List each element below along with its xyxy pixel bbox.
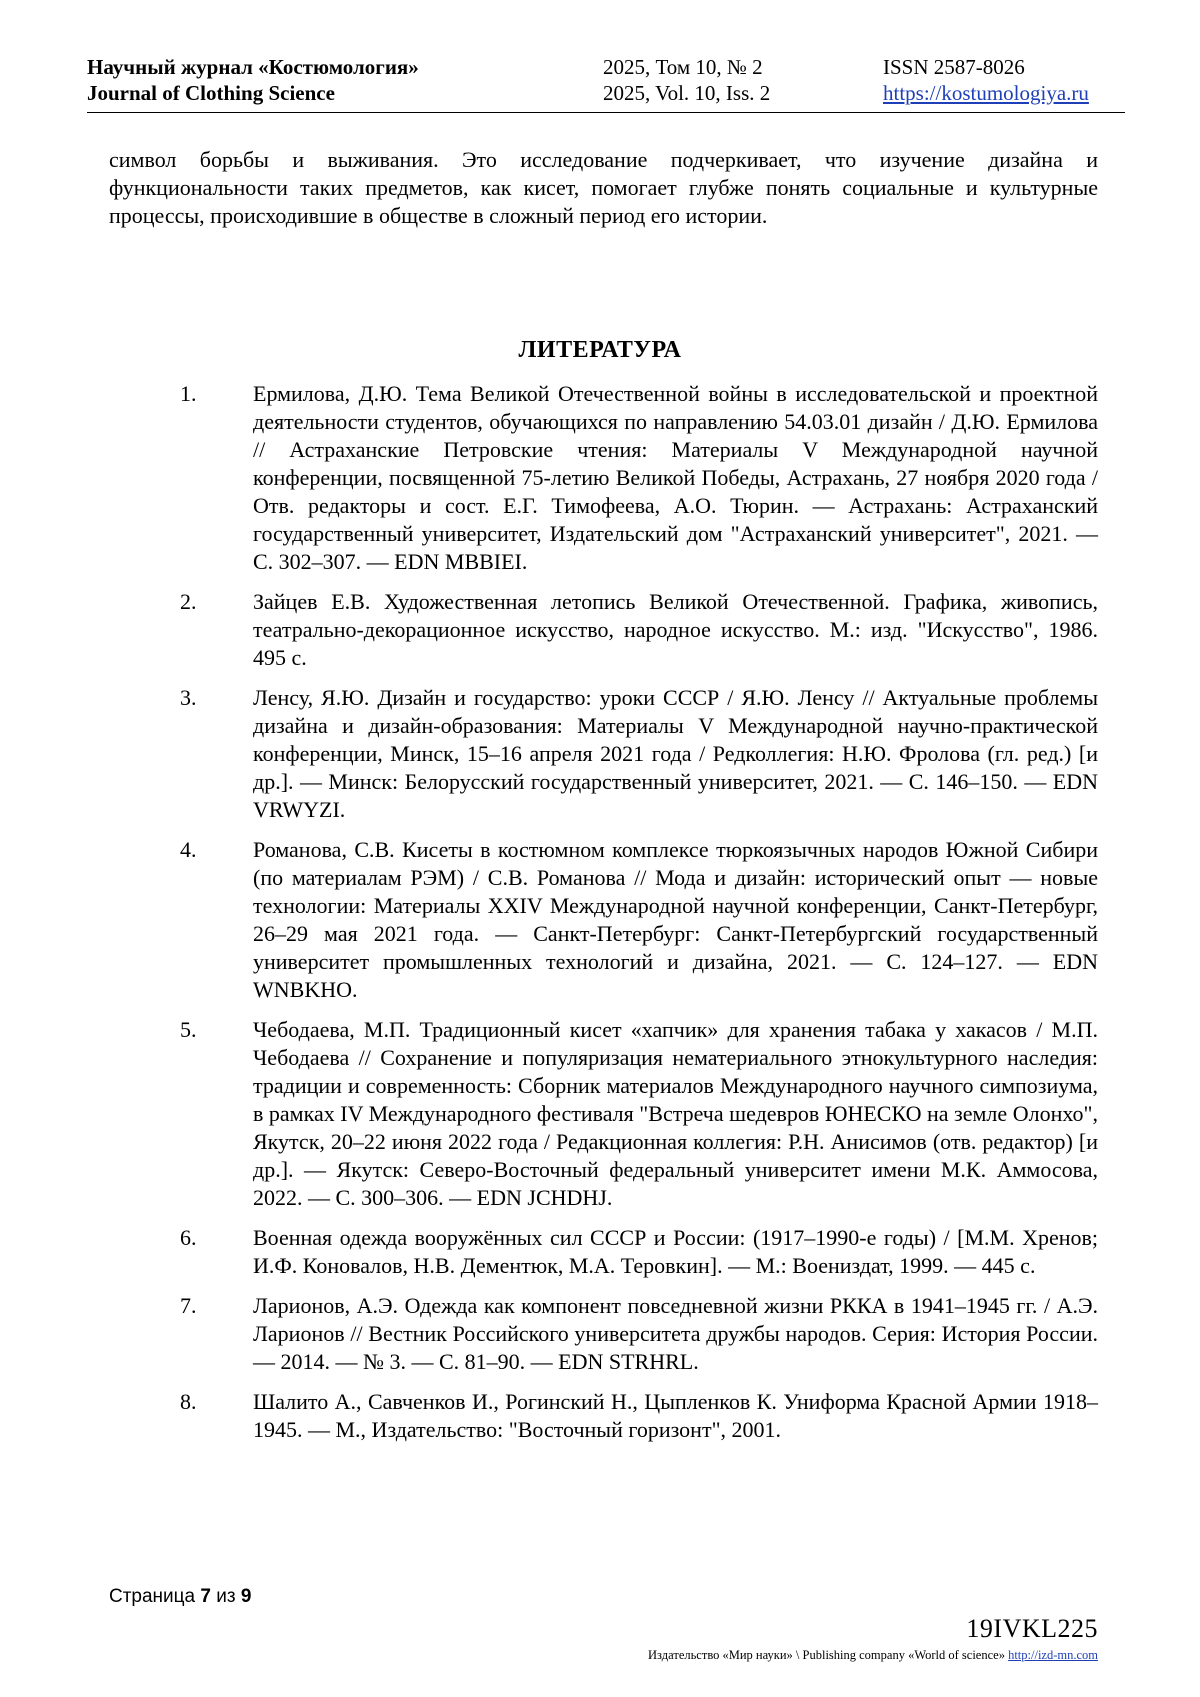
publisher-text: Издательство «Мир науки» \ Publishing company «World of science» <box>648 1648 1005 1662</box>
journal-title-ru: Научный журнал «Костюмология» <box>87 55 419 79</box>
reference-item <box>180 836 1098 1004</box>
reference-item <box>180 588 1098 672</box>
reference-text: Шалито А., Савченков И., Рогинский Н., Цыпленков К. Униформа Красной Армии 1918–1945. — М., Издательство: "Восточный горизонт", 2001. <box>253 1389 1098 1442</box>
reference-number: 5. <box>180 1017 197 1042</box>
reference-text: Чебодаева, М.П. Традиционный кисет «хапчик» для хранения табака у хакасов / М.П. Чебодаева // Сохранение и популяризация нематериального этнокультурного наследия: традиции и современность: Сборник материалов Международного научного симпозиума, в рамках IV Международного фестиваля "Встреча шедевров ЮНЕСКО на земле Олонхо", Якутск, 20–22 июня 2022 года / Редакционная коллегия: Р.Н. Анисимов (отв. редактор) [и др.]. — Якутск: Северо-Восточный федеральный университет имени М.К. Аммосова, 2022. — С. 300–306. — EDN JCHDHJ. <box>253 1017 1098 1210</box>
reference-item <box>180 1016 1098 1212</box>
reference-text: Ленсу, Я.Ю. Дизайн и государство: уроки СССР / Я.Ю. Ленсу // Актуальные проблемы дизайна и дизайн-образования: Материалы V Международной научно-практической конференции, Минск, 15–16 апреля 2021 года / Редколлегия: Н.Ю. Фролова (гл. ред.) [и др.]. — Минск: Белорусский государственный университет, 2021. — С. 146–150. — EDN VRWYZI. <box>253 685 1098 822</box>
intro-text: символ борьбы и выживания. Это исследование подчеркивает, что изучение дизайна и функциональности таких предметов, как кисет, помогает глубже понять социальные и культурные процессы, происходившие в обществе в сложный период его истории. <box>109 147 1098 228</box>
reference-number: 1. <box>180 381 197 406</box>
reference-text: Ларионов, А.Э. Одежда как компонент повседневной жизни РККА в 1941–1945 гг. / А.Э. Ларионов // Вестник Российского университета дружбы народов. Серия: История России. — 2014. — № 3. — С. 81–90. — EDN STRHRL. <box>253 1293 1098 1374</box>
reference-item <box>180 1388 1098 1444</box>
reference-text: Зайцев Е.В. Художественная летопись Великой Отечественной. Графика, живопись, театрально-декорационное искусство, народное искусство. М.: изд. "Искусство", 1986. 495 с. <box>253 589 1098 670</box>
publisher-link[interactable]: http://izd-mn.com <box>1008 1648 1098 1662</box>
reference-text: Романова, С.В. Кисеты в костюмном комплексе тюркоязычных народов Южной Сибири (по материалам РЭМ) / С.В. Романова // Мода и дизайн: исторический опыт — новые технологии: Материалы XXIV Международной научной конференции, Санкт-Петербург, 26–29 мая 2021 года. — Санкт-Петербург: Санкт-Петербургский государственный университет промышленных технологий и дизайна, 2021. — С. 124–127. — EDN WNBKHO. <box>253 837 1098 1002</box>
header-journal <box>87 54 419 106</box>
body-paragraph <box>109 146 1098 230</box>
page-label: Страница <box>109 1586 196 1607</box>
article-code: 19IVKL225 <box>966 1614 1098 1643</box>
journal-url-link[interactable]: https://kostumologiya.ru <box>883 81 1089 105</box>
issue-ru: 2025, Том 10, № 2 <box>603 55 763 79</box>
publisher-line <box>648 1648 1098 1663</box>
page-counter <box>109 1586 251 1608</box>
reference-number: 8. <box>180 1389 197 1414</box>
reference-number: 6. <box>180 1225 197 1250</box>
reference-number: 4. <box>180 837 197 862</box>
references-heading: ЛИТЕРАТУРА <box>518 337 682 363</box>
issn: ISSN 2587-8026 <box>883 55 1025 79</box>
page-total: 9 <box>240 1586 252 1607</box>
references-list <box>180 380 1098 1456</box>
reference-item <box>180 684 1098 824</box>
issue-en: 2025, Vol. 10, Iss. 2 <box>603 81 771 105</box>
reference-number: 3. <box>180 685 197 710</box>
page-current: 7 <box>200 1586 211 1607</box>
reference-number: 7. <box>180 1293 197 1318</box>
journal-title-en: Journal of Clothing Science <box>87 81 335 105</box>
reference-text: Военная одежда вооружённых сил СССР и России: (1917–1990-е годы) / [М.М. Хренов; И.Ф. Коновалов, Н.В. Дементюк, М.А. Теровкин]. — М.: Воениздат, 1999. — 445 с. <box>253 1225 1098 1278</box>
running-header <box>87 54 1125 113</box>
reference-item <box>180 1224 1098 1280</box>
header-issue <box>603 54 770 106</box>
header-issn-block <box>883 54 1089 106</box>
reference-item <box>180 380 1098 576</box>
reference-text: Ермилова, Д.Ю. Тема Великой Отечественной войны в исследовательской и проектной деятельности студентов, обучающихся по направлению 54.03.01 дизайн / Д.Ю. Ермилова // Астраханские Петровские чтения: Материалы V Международной научной конференции, посвященной 75-летию Великой Победы, Астрахань, 27 ноября 2020 года / Отв. редакторы и сост. Е.Г. Тимофеева, А.О. Тюрин. — Астрахань: Астраханский государственный университет, Издательский дом "Астраханский университет", 2021. — С. 302–307. — EDN MBBIEI. <box>253 381 1098 574</box>
page-of: из <box>216 1586 236 1607</box>
reference-item <box>180 1292 1098 1376</box>
reference-number: 2. <box>180 589 197 614</box>
